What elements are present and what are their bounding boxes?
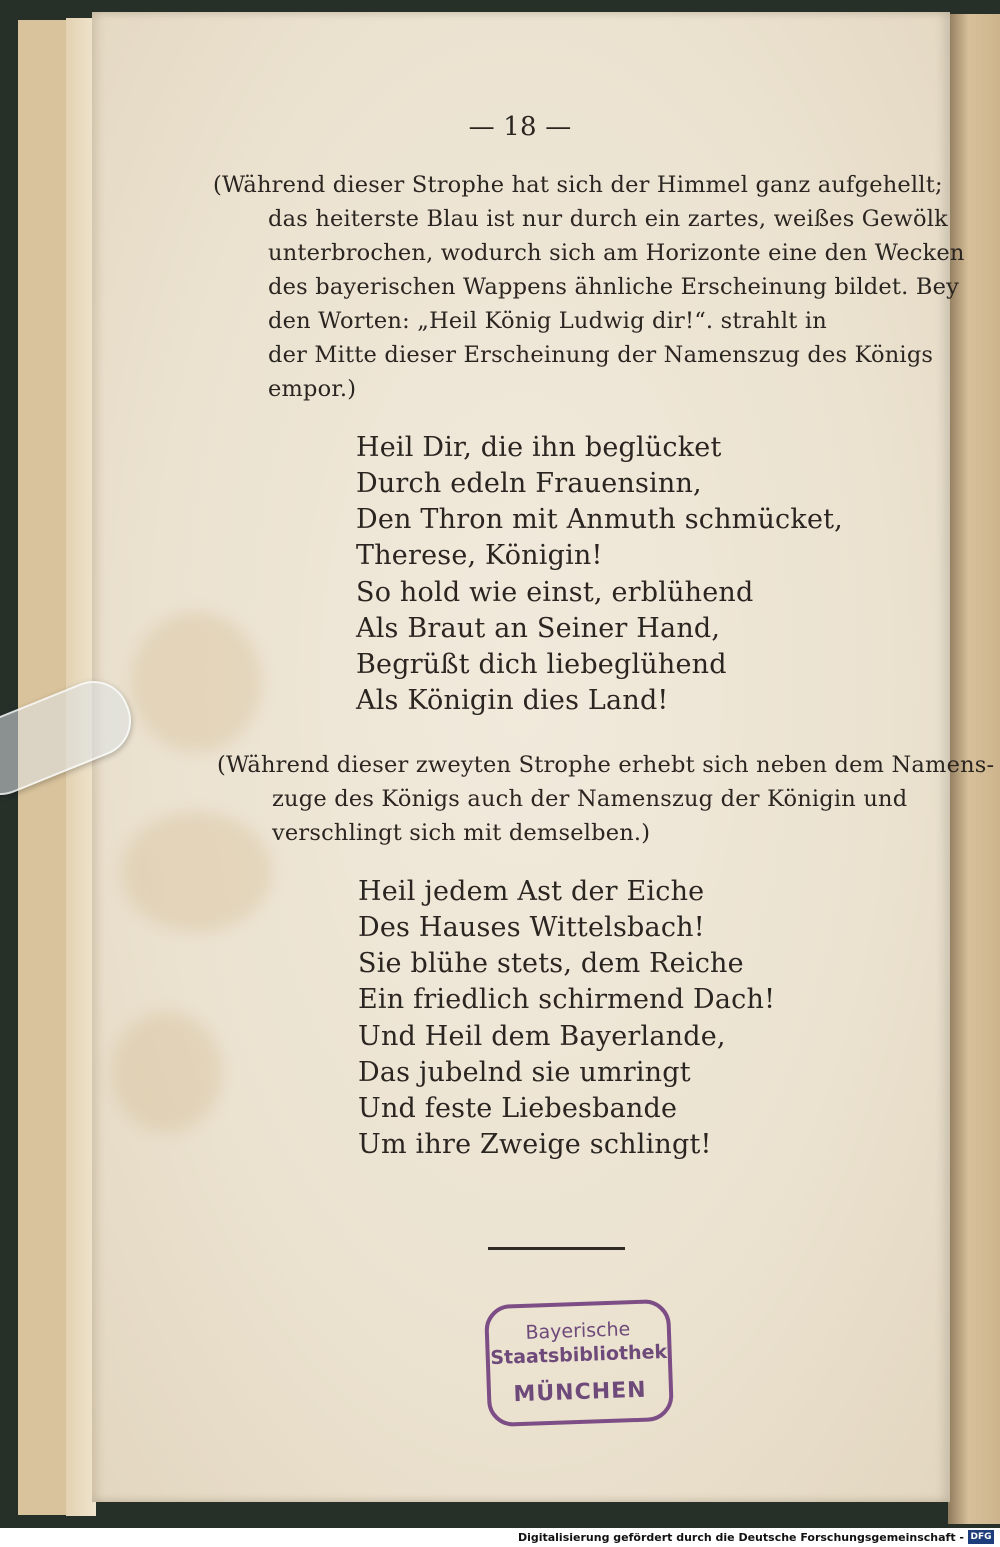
verse-line: Ein friedlich schirmend Dach! bbox=[358, 984, 776, 1015]
verse-line: Des Hauses Wittelsbach! bbox=[358, 912, 705, 943]
verse-line: Begrüßt dich liebeglühend bbox=[356, 649, 727, 680]
verse-line: Um ihre Zweige schlingt! bbox=[358, 1129, 712, 1160]
stage-line: (Während dieser Strophe hat sich der Himmel ganz aufgehellt; bbox=[213, 172, 943, 198]
verse-line: Heil jedem Ast der Eiche bbox=[358, 876, 705, 907]
verse-line: Als Braut an Seiner Hand, bbox=[356, 613, 721, 644]
stage-line: (Während dieser zweyten Strophe erhebt sich neben dem Namens- bbox=[217, 752, 995, 778]
stage-line: der Mitte dieser Erscheinung der Namenszug des Königs bbox=[268, 342, 934, 368]
stage-line: das heiterste Blau ist nur durch ein zartes, weißes Gewölk bbox=[268, 206, 948, 232]
stage-line: empor.) bbox=[268, 376, 357, 402]
verse-line: Den Thron mit Anmuth schmücket, bbox=[356, 504, 843, 535]
verse-line: Und feste Liebesbande bbox=[358, 1093, 678, 1124]
verse-line: Das jubelnd sie umringt bbox=[358, 1057, 691, 1088]
end-rule bbox=[488, 1247, 625, 1250]
verse-line: Und Heil dem Bayerlande, bbox=[358, 1021, 726, 1052]
stamp-line: Bayerische bbox=[525, 1318, 631, 1344]
stage-line: zuge des Königs auch der Namenszug der Königin und bbox=[272, 786, 908, 812]
stamp-line: Staatsbibliothek bbox=[490, 1340, 668, 1370]
verse-line: Als Königin dies Land! bbox=[356, 685, 669, 716]
stage-line: verschlingt sich mit demselben.) bbox=[272, 820, 651, 846]
verse-line: Durch edeln Frauensinn, bbox=[356, 468, 702, 499]
stamp-line: MÜNCHEN bbox=[513, 1377, 648, 1408]
verse-line: Therese, Königin! bbox=[356, 540, 603, 571]
dfg-logo-icon: DFG bbox=[968, 1530, 994, 1544]
library-stamp bbox=[484, 1299, 674, 1427]
verse-line: So hold wie einst, erblühend bbox=[356, 577, 754, 608]
funding-notice: Digitalisierung gefördert durch die Deutsche Forschungsgemeinschaft - bbox=[517, 1531, 964, 1544]
verse-line: Sie blühe stets, dem Reiche bbox=[358, 948, 744, 979]
stage-line: den Worten: „Heil König Ludwig dir!“. strahlt in bbox=[268, 308, 827, 334]
page-number: — 18 — bbox=[468, 112, 572, 142]
stage-line: unterbrochen, wodurch sich am Horizonte eine den Wecken bbox=[268, 240, 965, 266]
verse-line: Heil Dir, die ihn beglücket bbox=[356, 432, 722, 463]
stage-line: des bayerischen Wappens ähnliche Erscheinung bildet. Bey bbox=[268, 274, 960, 300]
